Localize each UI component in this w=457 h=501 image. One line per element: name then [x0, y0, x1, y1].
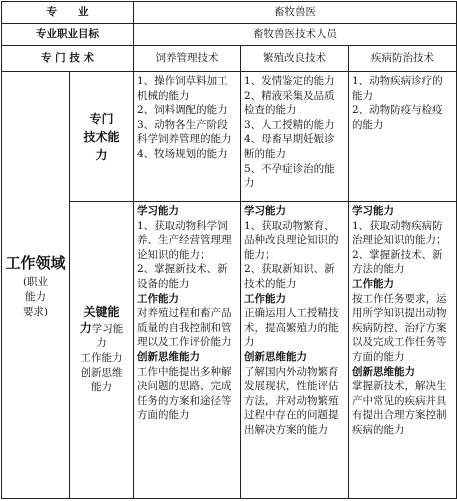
key-disease-head: 学习能力	[352, 205, 394, 217]
special-breeding-item: 3、人工授精的能力	[244, 118, 335, 131]
special-feeding-cell	[134, 72, 241, 202]
skill-col-breeding: 繁殖改良技术	[241, 46, 349, 72]
key-feeding-head: 学习能力	[137, 205, 179, 217]
key-breeding-cell	[241, 202, 349, 499]
goal-value: 畜牧兽医技术人员	[134, 24, 457, 46]
key-breeding-text: 正确运用人工授精技术，提高繁殖力的能力	[244, 307, 339, 349]
key-breeding-head: 工作能力	[244, 292, 286, 305]
special-feeding-item: 1、操作饲草料加工机械的能力	[137, 75, 228, 102]
special-label-3: 力	[95, 147, 108, 162]
key-feeding-text: 对养殖过程和畜产品质量的自我控制和管理以及工作评价能力	[137, 307, 232, 349]
curriculum-table-page	[1, 1, 456, 499]
key-feeding-head: 创新思维能力	[137, 350, 200, 363]
key-breeding-text: 2、获取新知识、新技术的能力	[244, 263, 335, 290]
ability-table	[1, 1, 457, 499]
key-breeding-text: 了解国内外动物繁育发展现状，性能评估方法，并对动物繁殖过程中存在的问题提出解决方案的能力	[244, 365, 339, 436]
row-special-skill	[2, 72, 457, 202]
key-disease-text: 按工作任务要求，运用所学知识提出动物疾病防控、治疗方案以及完成工作任务等方面的能力	[352, 292, 447, 363]
skill-label: 专 门 技 术	[2, 46, 134, 72]
work-domain-cell	[2, 72, 70, 499]
key-label-3: 力	[96, 337, 107, 350]
key-label-6: 能力	[91, 381, 112, 394]
work-domain-note-2: 能力	[25, 290, 46, 303]
special-label-2: 技术能	[83, 129, 120, 144]
key-disease-text: 2、掌握新技术、新方法的能力	[352, 248, 443, 276]
key-ability-label-cell	[70, 202, 134, 499]
special-feeding-item: 4、牧场规划的能力	[137, 147, 228, 160]
special-label-1: 专门	[89, 111, 114, 126]
special-breeding-cell	[241, 72, 349, 202]
skill-col-disease: 疾病防治技术	[349, 46, 457, 72]
key-breeding-head: 学习能力	[244, 205, 286, 217]
special-breeding-item: 4、母畜早期妊娠诊断的能力	[244, 133, 335, 160]
key-breeding-head: 创新思维能力	[244, 350, 307, 363]
key-label-4: 工作能力	[80, 352, 123, 364]
special-breeding-item: 1、发情鉴定的能力	[244, 75, 335, 87]
row-key-ability	[2, 202, 457, 499]
key-feeding-text: 工作中能提出多种解决问题的思路、完成任务的方案和途径等方面的能力	[137, 365, 232, 422]
row-goal	[2, 24, 457, 46]
work-domain-note-3: 要求)	[22, 305, 49, 318]
key-feeding-cell	[134, 202, 241, 499]
work-domain-title: 工作领域	[5, 253, 66, 272]
key-disease-text: 1、获取动物疾病防治理论知识的能力；	[352, 219, 447, 247]
key-feeding-text: 1、获取动物科学饲养、生产经营管理理论知识的能力；	[137, 219, 232, 261]
special-disease-item: 1、动物疾病诊疗的能力	[352, 75, 443, 102]
special-breeding-item: 2、精液采集及品质检查的能力	[244, 89, 335, 117]
work-domain-note-1: (职业	[22, 275, 49, 288]
major-label: 专 业	[2, 2, 134, 24]
special-feeding-item: 3、动物各生产阶段科学饲养管理的能力	[137, 118, 232, 146]
goal-label: 专业职业目标	[2, 24, 134, 46]
special-disease-item: 2、动物防疫与检疫的能力	[352, 104, 443, 131]
row-major	[2, 2, 457, 24]
special-disease-cell	[349, 72, 457, 202]
key-label-1: 关键能	[83, 305, 120, 320]
key-feeding-text: 2、掌握新技术、新设备的能力	[137, 263, 228, 290]
skill-col-feeding: 饲养管理技术	[134, 46, 241, 72]
key-breeding-text: 1、获取动物繁育、品种改良理论知识的能力；	[244, 219, 339, 261]
key-feeding-head: 工作能力	[137, 292, 179, 305]
special-skill-label-cell	[70, 72, 134, 202]
key-disease-head: 工作能力	[352, 277, 394, 290]
major-value: 畜牧兽医	[134, 2, 457, 24]
row-skill-header	[2, 46, 457, 72]
key-disease-cell	[349, 202, 457, 499]
key-label-5: 创新思维	[80, 366, 123, 379]
key-label-2b: 学习能	[91, 322, 124, 335]
key-label-2: 力	[79, 320, 92, 335]
key-disease-text: 掌握新技术，解决生产中常见的疾病并具有提出合理方案控制疾病的能力	[352, 380, 447, 436]
special-breeding-item: 5、不孕症诊治的能力	[244, 162, 335, 190]
key-disease-head: 创新思维能力	[352, 365, 415, 378]
special-feeding-item: 2、饲料调配的能力	[137, 104, 228, 117]
